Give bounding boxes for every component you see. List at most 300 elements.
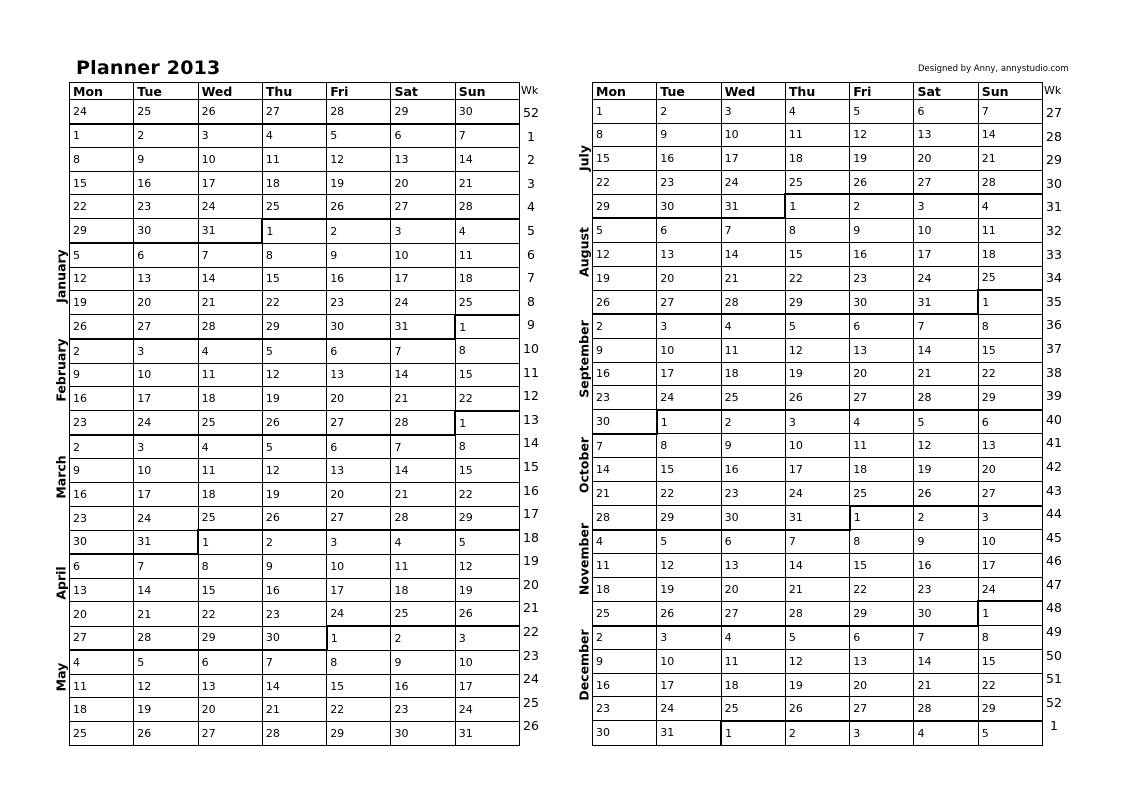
day-cell[interactable]: 12 xyxy=(262,363,326,387)
day-cell[interactable]: 22 xyxy=(198,602,262,626)
day-cell[interactable]: 13 xyxy=(327,459,391,483)
day-cell[interactable]: 6 xyxy=(657,218,721,242)
day-cell[interactable]: 23 xyxy=(134,195,198,219)
day-cell[interactable]: 27 xyxy=(391,195,455,219)
day-cell[interactable]: 25 xyxy=(262,195,326,219)
day-cell[interactable]: 17 xyxy=(198,171,262,195)
day-cell[interactable]: 13 xyxy=(391,148,455,172)
day-cell[interactable]: 6 xyxy=(198,650,262,674)
day-cell[interactable]: 4 xyxy=(455,219,519,243)
day-cell[interactable]: 14 xyxy=(721,243,785,267)
day-cell[interactable]: 20 xyxy=(721,577,785,601)
day-cell[interactable]: 17 xyxy=(657,673,721,697)
day-cell[interactable]: 12 xyxy=(134,674,198,698)
day-cell[interactable]: 7 xyxy=(391,339,455,363)
day-cell[interactable]: 16 xyxy=(70,483,134,507)
day-cell[interactable]: 25 xyxy=(785,170,849,194)
day-cell[interactable]: 23 xyxy=(262,602,326,626)
day-cell[interactable]: 8 xyxy=(593,123,657,147)
day-cell[interactable]: 2 xyxy=(785,721,849,745)
day-cell[interactable]: 14 xyxy=(785,554,849,578)
day-cell[interactable]: 21 xyxy=(134,602,198,626)
day-cell[interactable]: 24 xyxy=(134,506,198,530)
day-cell[interactable]: 1 xyxy=(657,410,721,434)
day-cell[interactable]: 15 xyxy=(327,674,391,698)
day-cell[interactable]: 17 xyxy=(134,483,198,507)
day-cell[interactable]: 19 xyxy=(262,387,326,411)
day-cell[interactable]: 11 xyxy=(198,363,262,387)
day-cell[interactable]: 15 xyxy=(455,363,519,387)
day-cell[interactable]: 5 xyxy=(657,530,721,554)
day-cell[interactable]: 11 xyxy=(850,434,914,458)
day-cell[interactable]: 14 xyxy=(914,338,978,362)
day-cell[interactable]: 9 xyxy=(70,459,134,483)
day-cell[interactable]: 18 xyxy=(721,362,785,386)
day-cell[interactable]: 5 xyxy=(593,218,657,242)
day-cell[interactable]: 5 xyxy=(455,530,519,554)
day-cell[interactable]: 27 xyxy=(914,170,978,194)
day-cell[interactable]: 23 xyxy=(327,291,391,315)
day-cell[interactable]: 22 xyxy=(785,266,849,290)
day-cell[interactable]: 31 xyxy=(914,290,978,314)
day-cell[interactable]: 4 xyxy=(70,650,134,674)
day-cell[interactable]: 12 xyxy=(70,267,134,291)
day-cell[interactable]: 16 xyxy=(391,674,455,698)
day-cell[interactable]: 27 xyxy=(978,482,1042,506)
day-cell[interactable]: 4 xyxy=(914,721,978,745)
day-cell[interactable]: 6 xyxy=(327,339,391,363)
day-cell[interactable]: 5 xyxy=(785,626,849,650)
day-cell[interactable]: 14 xyxy=(391,459,455,483)
day-cell[interactable]: 4 xyxy=(785,100,849,124)
day-cell[interactable]: 8 xyxy=(70,148,134,172)
day-cell[interactable]: 5 xyxy=(327,124,391,148)
day-cell[interactable]: 27 xyxy=(657,290,721,314)
day-cell[interactable]: 7 xyxy=(785,530,849,554)
day-cell[interactable]: 19 xyxy=(70,291,134,315)
day-cell[interactable]: 10 xyxy=(721,123,785,147)
day-cell[interactable]: 30 xyxy=(593,410,657,434)
day-cell[interactable]: 4 xyxy=(391,530,455,554)
day-cell[interactable]: 8 xyxy=(978,626,1042,650)
day-cell[interactable]: 18 xyxy=(70,698,134,722)
day-cell[interactable]: 30 xyxy=(70,530,134,554)
day-cell[interactable]: 29 xyxy=(391,100,455,124)
day-cell[interactable]: 8 xyxy=(455,339,519,363)
day-cell[interactable]: 6 xyxy=(850,314,914,338)
day-cell[interactable]: 26 xyxy=(198,100,262,124)
day-cell[interactable]: 13 xyxy=(134,267,198,291)
day-cell[interactable]: 14 xyxy=(198,267,262,291)
day-cell[interactable]: 1 xyxy=(70,124,134,148)
day-cell[interactable]: 28 xyxy=(262,721,326,745)
day-cell[interactable]: 20 xyxy=(657,266,721,290)
day-cell[interactable]: 26 xyxy=(134,721,198,745)
day-cell[interactable]: 7 xyxy=(978,100,1042,124)
day-cell[interactable]: 16 xyxy=(70,387,134,411)
day-cell[interactable]: 27 xyxy=(262,100,326,124)
day-cell[interactable]: 2 xyxy=(327,219,391,243)
day-cell[interactable]: 25 xyxy=(593,601,657,625)
day-cell[interactable]: 16 xyxy=(134,171,198,195)
day-cell[interactable]: 6 xyxy=(914,100,978,124)
day-cell[interactable]: 19 xyxy=(455,578,519,602)
day-cell[interactable]: 27 xyxy=(721,601,785,625)
day-cell[interactable]: 2 xyxy=(593,626,657,650)
day-cell[interactable]: 7 xyxy=(593,434,657,458)
day-cell[interactable]: 12 xyxy=(914,434,978,458)
day-cell[interactable]: 10 xyxy=(455,650,519,674)
day-cell[interactable]: 2 xyxy=(850,194,914,218)
day-cell[interactable]: 22 xyxy=(978,673,1042,697)
day-cell[interactable]: 1 xyxy=(455,411,519,435)
day-cell[interactable]: 3 xyxy=(391,219,455,243)
day-cell[interactable]: 23 xyxy=(70,411,134,435)
day-cell[interactable]: 1 xyxy=(785,194,849,218)
day-cell[interactable]: 18 xyxy=(593,577,657,601)
day-cell[interactable]: 5 xyxy=(70,243,134,267)
day-cell[interactable]: 20 xyxy=(850,673,914,697)
day-cell[interactable]: 8 xyxy=(657,434,721,458)
day-cell[interactable]: 9 xyxy=(70,363,134,387)
day-cell[interactable]: 8 xyxy=(785,218,849,242)
day-cell[interactable]: 29 xyxy=(327,721,391,745)
day-cell[interactable]: 17 xyxy=(134,387,198,411)
day-cell[interactable]: 30 xyxy=(657,194,721,218)
day-cell[interactable]: 9 xyxy=(657,123,721,147)
day-cell[interactable]: 15 xyxy=(785,243,849,267)
day-cell[interactable]: 5 xyxy=(978,721,1042,745)
day-cell[interactable]: 3 xyxy=(914,194,978,218)
day-cell[interactable]: 2 xyxy=(657,100,721,124)
day-cell[interactable]: 27 xyxy=(70,626,134,650)
day-cell[interactable]: 5 xyxy=(785,314,849,338)
day-cell[interactable]: 6 xyxy=(978,410,1042,434)
day-cell[interactable]: 3 xyxy=(198,124,262,148)
day-cell[interactable]: 26 xyxy=(914,482,978,506)
day-cell[interactable]: 7 xyxy=(721,218,785,242)
day-cell[interactable]: 24 xyxy=(455,698,519,722)
day-cell[interactable]: 5 xyxy=(262,339,326,363)
day-cell[interactable]: 19 xyxy=(134,698,198,722)
day-cell[interactable]: 10 xyxy=(327,554,391,578)
day-cell[interactable]: 20 xyxy=(327,483,391,507)
day-cell[interactable]: 14 xyxy=(914,650,978,674)
day-cell[interactable]: 18 xyxy=(850,458,914,482)
day-cell[interactable]: 1 xyxy=(455,315,519,339)
day-cell[interactable]: 6 xyxy=(327,435,391,459)
day-cell[interactable]: 25 xyxy=(198,506,262,530)
day-cell[interactable]: 8 xyxy=(327,650,391,674)
day-cell[interactable]: 24 xyxy=(914,266,978,290)
day-cell[interactable]: 1 xyxy=(262,219,326,243)
day-cell[interactable]: 1 xyxy=(327,626,391,650)
day-cell[interactable]: 27 xyxy=(134,315,198,339)
day-cell[interactable]: 15 xyxy=(455,459,519,483)
day-cell[interactable]: 22 xyxy=(455,483,519,507)
day-cell[interactable]: 19 xyxy=(262,483,326,507)
day-cell[interactable]: 16 xyxy=(850,243,914,267)
day-cell[interactable]: 25 xyxy=(721,697,785,721)
day-cell[interactable]: 29 xyxy=(785,290,849,314)
day-cell[interactable]: 23 xyxy=(914,577,978,601)
day-cell[interactable]: 28 xyxy=(721,290,785,314)
day-cell[interactable]: 24 xyxy=(978,577,1042,601)
day-cell[interactable]: 28 xyxy=(914,386,978,410)
day-cell[interactable]: 21 xyxy=(785,577,849,601)
day-cell[interactable]: 24 xyxy=(134,411,198,435)
day-cell[interactable]: 14 xyxy=(391,363,455,387)
day-cell[interactable]: 14 xyxy=(978,123,1042,147)
day-cell[interactable]: 28 xyxy=(198,315,262,339)
day-cell[interactable]: 23 xyxy=(70,506,134,530)
day-cell[interactable]: 4 xyxy=(198,435,262,459)
day-cell[interactable]: 24 xyxy=(70,100,134,124)
day-cell[interactable]: 28 xyxy=(391,506,455,530)
day-cell[interactable]: 11 xyxy=(198,459,262,483)
day-cell[interactable]: 21 xyxy=(914,362,978,386)
day-cell[interactable]: 18 xyxy=(978,243,1042,267)
day-cell[interactable]: 20 xyxy=(391,171,455,195)
day-cell[interactable]: 29 xyxy=(198,626,262,650)
day-cell[interactable]: 14 xyxy=(262,674,326,698)
day-cell[interactable]: 31 xyxy=(134,530,198,554)
day-cell[interactable]: 24 xyxy=(391,291,455,315)
day-cell[interactable]: 25 xyxy=(978,266,1042,290)
day-cell[interactable]: 21 xyxy=(593,482,657,506)
day-cell[interactable]: 5 xyxy=(850,100,914,124)
day-cell[interactable]: 21 xyxy=(391,483,455,507)
day-cell[interactable]: 23 xyxy=(593,697,657,721)
day-cell[interactable]: 24 xyxy=(657,386,721,410)
day-cell[interactable]: 3 xyxy=(657,314,721,338)
day-cell[interactable]: 4 xyxy=(978,194,1042,218)
day-cell[interactable]: 12 xyxy=(785,650,849,674)
day-cell[interactable]: 31 xyxy=(455,721,519,745)
day-cell[interactable]: 16 xyxy=(721,458,785,482)
day-cell[interactable]: 29 xyxy=(850,601,914,625)
day-cell[interactable]: 8 xyxy=(850,530,914,554)
day-cell[interactable]: 25 xyxy=(198,411,262,435)
day-cell[interactable]: 17 xyxy=(391,267,455,291)
day-cell[interactable]: 30 xyxy=(850,290,914,314)
day-cell[interactable]: 10 xyxy=(391,243,455,267)
day-cell[interactable]: 22 xyxy=(978,362,1042,386)
day-cell[interactable]: 10 xyxy=(134,363,198,387)
day-cell[interactable]: 11 xyxy=(262,148,326,172)
day-cell[interactable]: 6 xyxy=(721,530,785,554)
day-cell[interactable]: 7 xyxy=(914,626,978,650)
day-cell[interactable]: 10 xyxy=(657,650,721,674)
day-cell[interactable]: 28 xyxy=(785,601,849,625)
day-cell[interactable]: 12 xyxy=(327,148,391,172)
day-cell[interactable]: 30 xyxy=(327,315,391,339)
day-cell[interactable]: 21 xyxy=(262,698,326,722)
day-cell[interactable]: 16 xyxy=(327,267,391,291)
day-cell[interactable]: 19 xyxy=(657,577,721,601)
day-cell[interactable]: 30 xyxy=(262,626,326,650)
day-cell[interactable]: 21 xyxy=(455,171,519,195)
day-cell[interactable]: 28 xyxy=(593,506,657,530)
day-cell[interactable]: 3 xyxy=(327,530,391,554)
day-cell[interactable]: 20 xyxy=(850,362,914,386)
day-cell[interactable]: 25 xyxy=(455,291,519,315)
day-cell[interactable]: 26 xyxy=(327,195,391,219)
day-cell[interactable]: 6 xyxy=(70,554,134,578)
day-cell[interactable]: 1 xyxy=(978,290,1042,314)
day-cell[interactable]: 24 xyxy=(657,697,721,721)
day-cell[interactable]: 23 xyxy=(657,170,721,194)
day-cell[interactable]: 24 xyxy=(785,482,849,506)
day-cell[interactable]: 25 xyxy=(73,726,87,740)
day-cell[interactable]: 10 xyxy=(978,530,1042,554)
day-cell[interactable]: 18 xyxy=(721,673,785,697)
day-cell[interactable]: 30 xyxy=(134,219,198,243)
day-cell[interactable]: 1 xyxy=(198,530,262,554)
day-cell[interactable]: 22 xyxy=(657,482,721,506)
day-cell[interactable]: 3 xyxy=(850,721,914,745)
day-cell[interactable]: 26 xyxy=(455,602,519,626)
day-cell[interactable]: 16 xyxy=(262,578,326,602)
day-cell[interactable]: 9 xyxy=(391,650,455,674)
day-cell[interactable]: 24 xyxy=(721,170,785,194)
day-cell[interactable]: 22 xyxy=(850,577,914,601)
day-cell[interactable]: 29 xyxy=(978,697,1042,721)
day-cell[interactable]: 21 xyxy=(914,673,978,697)
day-cell[interactable]: 26 xyxy=(262,506,326,530)
day-cell[interactable]: 30 xyxy=(391,721,455,745)
day-cell[interactable]: 23 xyxy=(593,386,657,410)
day-cell[interactable]: 29 xyxy=(593,194,657,218)
day-cell[interactable]: 12 xyxy=(455,554,519,578)
day-cell[interactable]: 16 xyxy=(593,362,657,386)
day-cell[interactable]: 4 xyxy=(721,314,785,338)
day-cell[interactable]: 26 xyxy=(593,290,657,314)
day-cell[interactable]: 23 xyxy=(391,698,455,722)
day-cell[interactable]: 15 xyxy=(70,171,134,195)
day-cell[interactable]: 31 xyxy=(657,721,721,745)
day-cell[interactable]: 28 xyxy=(914,697,978,721)
day-cell[interactable]: 10 xyxy=(657,338,721,362)
day-cell[interactable]: 4 xyxy=(721,626,785,650)
day-cell[interactable]: 11 xyxy=(721,650,785,674)
day-cell[interactable]: 26 xyxy=(785,697,849,721)
day-cell[interactable]: 12 xyxy=(657,554,721,578)
day-cell[interactable]: 13 xyxy=(978,434,1042,458)
day-cell[interactable]: 4 xyxy=(198,339,262,363)
day-cell[interactable]: 30 xyxy=(914,601,978,625)
day-cell[interactable]: 28 xyxy=(327,100,391,124)
day-cell[interactable]: 2 xyxy=(593,314,657,338)
day-cell[interactable]: 27 xyxy=(327,411,391,435)
day-cell[interactable]: 3 xyxy=(455,626,519,650)
day-cell[interactable]: 2 xyxy=(391,626,455,650)
day-cell[interactable]: 29 xyxy=(70,219,134,243)
day-cell[interactable]: 26 xyxy=(657,601,721,625)
day-cell[interactable]: 28 xyxy=(978,170,1042,194)
day-cell[interactable]: 5 xyxy=(914,410,978,434)
day-cell[interactable]: 12 xyxy=(785,338,849,362)
day-cell[interactable]: 16 xyxy=(593,673,657,697)
day-cell[interactable]: 9 xyxy=(593,338,657,362)
day-cell[interactable]: 23 xyxy=(721,482,785,506)
day-cell[interactable]: 10 xyxy=(198,148,262,172)
day-cell[interactable]: 20 xyxy=(914,147,978,171)
day-cell[interactable]: 5 xyxy=(134,650,198,674)
day-cell[interactable]: 5 xyxy=(262,435,326,459)
day-cell[interactable]: 17 xyxy=(455,674,519,698)
day-cell[interactable]: 17 xyxy=(721,147,785,171)
day-cell[interactable]: 10 xyxy=(914,218,978,242)
day-cell[interactable]: 7 xyxy=(198,243,262,267)
day-cell[interactable]: 3 xyxy=(978,506,1042,530)
day-cell[interactable]: 22 xyxy=(262,291,326,315)
day-cell[interactable]: 27 xyxy=(850,697,914,721)
day-cell[interactable]: 19 xyxy=(785,673,849,697)
day-cell[interactable]: 31 xyxy=(198,219,262,243)
day-cell[interactable]: 19 xyxy=(327,171,391,195)
day-cell[interactable]: 20 xyxy=(978,458,1042,482)
day-cell[interactable]: 30 xyxy=(596,726,610,740)
day-cell[interactable]: 6 xyxy=(134,243,198,267)
day-cell[interactable]: 10 xyxy=(785,434,849,458)
day-cell[interactable]: 7 xyxy=(391,435,455,459)
day-cell[interactable]: 29 xyxy=(262,315,326,339)
day-cell[interactable]: 29 xyxy=(455,506,519,530)
day-cell[interactable]: 19 xyxy=(914,458,978,482)
day-cell[interactable]: 11 xyxy=(721,338,785,362)
day-cell[interactable]: 11 xyxy=(391,554,455,578)
day-cell[interactable]: 3 xyxy=(657,626,721,650)
day-cell[interactable]: 17 xyxy=(978,554,1042,578)
day-cell[interactable]: 13 xyxy=(70,578,134,602)
day-cell[interactable]: 18 xyxy=(391,578,455,602)
day-cell[interactable]: 11 xyxy=(455,243,519,267)
day-cell[interactable]: 11 xyxy=(70,674,134,698)
day-cell[interactable]: 17 xyxy=(785,458,849,482)
day-cell[interactable]: 16 xyxy=(657,147,721,171)
day-cell[interactable]: 2 xyxy=(262,530,326,554)
day-cell[interactable]: 2 xyxy=(70,339,134,363)
day-cell[interactable]: 7 xyxy=(134,554,198,578)
day-cell[interactable]: 16 xyxy=(914,554,978,578)
day-cell[interactable]: 31 xyxy=(785,506,849,530)
day-cell[interactable]: 9 xyxy=(262,554,326,578)
day-cell[interactable]: 20 xyxy=(134,291,198,315)
day-cell[interactable]: 31 xyxy=(391,315,455,339)
day-cell[interactable]: 20 xyxy=(198,698,262,722)
day-cell[interactable]: 2 xyxy=(134,124,198,148)
day-cell[interactable]: 25 xyxy=(134,100,198,124)
day-cell[interactable]: 20 xyxy=(327,387,391,411)
day-cell[interactable]: 28 xyxy=(391,411,455,435)
day-cell[interactable]: 26 xyxy=(262,411,326,435)
day-cell[interactable]: 6 xyxy=(391,124,455,148)
day-cell[interactable]: 19 xyxy=(785,362,849,386)
day-cell[interactable]: 22 xyxy=(455,387,519,411)
day-cell[interactable]: 30 xyxy=(721,506,785,530)
day-cell[interactable]: 27 xyxy=(327,506,391,530)
day-cell[interactable]: 1 xyxy=(593,100,657,124)
day-cell[interactable]: 15 xyxy=(850,554,914,578)
day-cell[interactable]: 9 xyxy=(914,530,978,554)
day-cell[interactable]: 29 xyxy=(657,506,721,530)
day-cell[interactable]: 2 xyxy=(721,410,785,434)
day-cell[interactable]: 13 xyxy=(850,338,914,362)
day-cell[interactable]: 18 xyxy=(198,483,262,507)
day-cell[interactable]: 13 xyxy=(721,554,785,578)
day-cell[interactable]: 20 xyxy=(70,602,134,626)
